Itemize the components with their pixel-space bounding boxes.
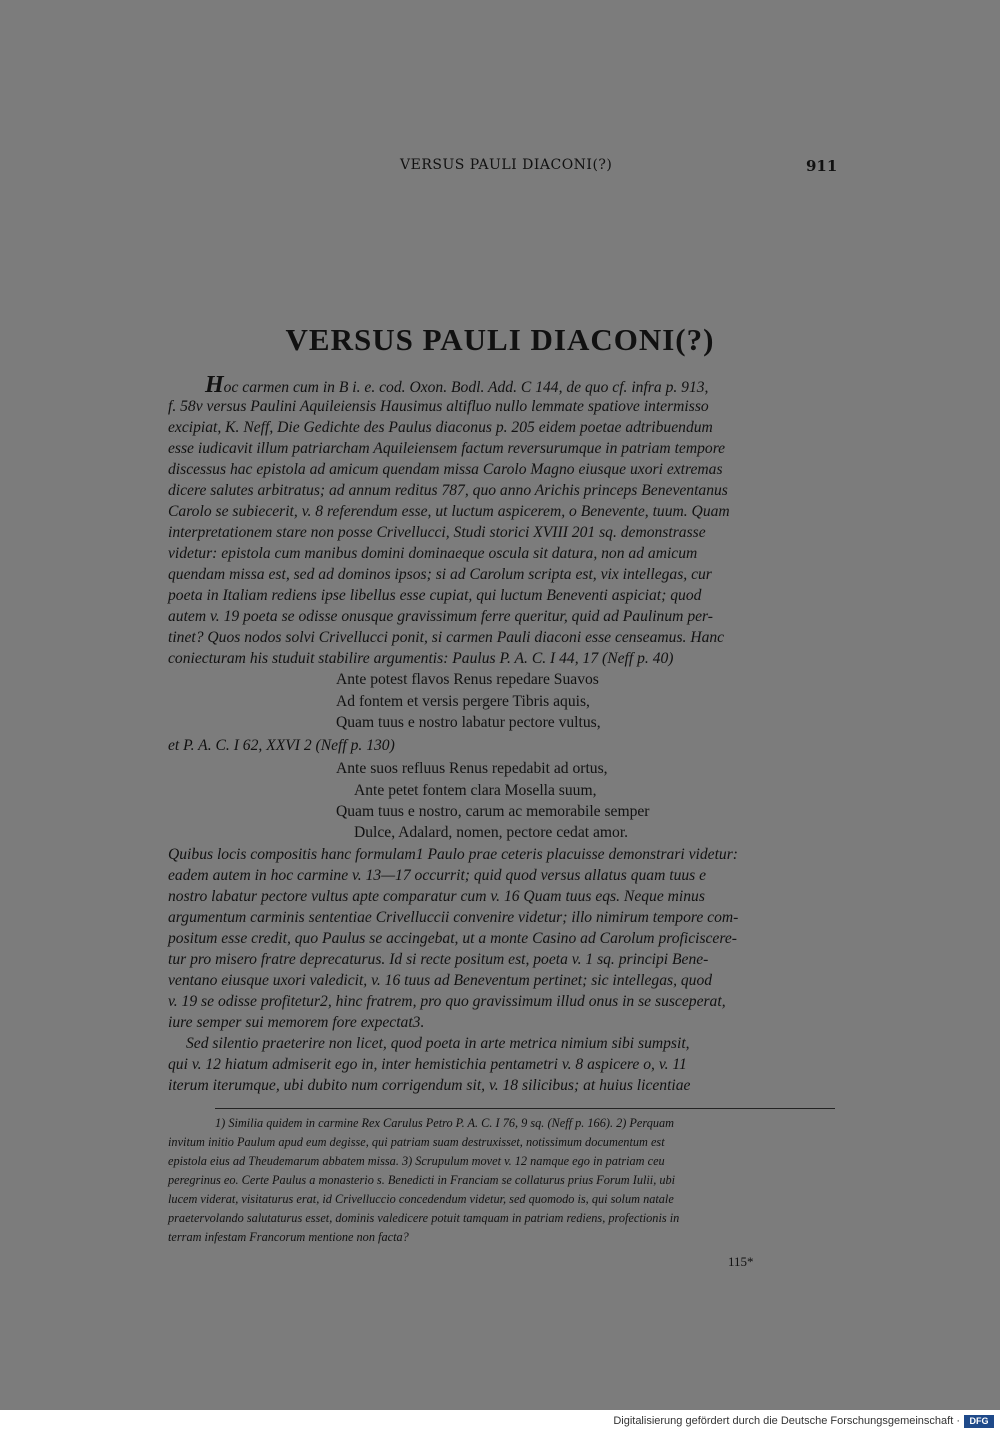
footer-credit: Digitalisierung gefördert durch die Deutsche Forschungsgemeinschaft · [613,1415,960,1427]
verse-line: Ante potest flavos Renus repedare Suavos [336,671,599,688]
intro-line: coniecturam his studuit stabilire argumentis: Paulus P. A. C. I 44, 17 (Neff p. 40) [168,650,674,667]
body-line: tur pro misero fratre deprecaturus. Id si recte positum est, poeta v. 1 sq. principi Bene- [168,951,709,968]
body-line: positum esse credit, quo Paulus se accingebat, ut a monte Casino ad Carolum proficiscere- [168,930,737,947]
footnote-rule [215,1108,835,1109]
body-line: v. 19 se odisse profitetur2, hinc fratrem, pro quo gravissimum illud onus in se susceperat, [168,993,726,1010]
footnote-line: invitum initio Paulum apud eum degisse, qui patriam suam destruxisset, notissimum documentum est [168,1135,665,1149]
intro-line: tinet? Quos nodos solvi Crivellucci ponit, si carmen Pauli diaconi esse censeamus. Hanc [168,629,725,646]
running-head [0,157,1000,179]
body-line: iterum iterumque, ubi dubito num corrigendum sit, v. 18 silicibus; at huius licentiae [168,1077,691,1094]
intro-line: excipiat, K. Neff, Die Gedichte des Paulus diaconus p. 205 eidem poetae adtribuendum [168,419,713,436]
body-line: eadem autem in hoc carmine v. 13—17 occurrit; quid quod versus allatus quam tuus e [168,867,707,884]
page-number: 911 [806,157,838,175]
intro-line: videtur: epistola cum manibus domini dominaeque oscula sit datura, non ad amicum [168,545,698,562]
body-line: Quibus locis compositis hanc formulam1 Paulo prae ceteris placuisse demonstrari videtur: [168,846,738,863]
footnote-line: epistola eius ad Theudemarum abbatem missa. 3) Scrupulum movet v. 12 namque ego in patriam ceu [168,1154,665,1168]
intro-line: Carolo se subiecerit, v. 8 referendum esse, ut luctum aspicerem, o Benevente, tuum. Quam [168,503,730,520]
body-line: Sed silentio praeterire non licet, quod poeta in arte metrica nimium sibi sumpsit, [186,1035,690,1052]
intro-line: autem v. 19 poeta se odisse onusque gravissimum ferre queritur, quid ad Paulinum per- [168,608,713,625]
intro-line: poeta in Italiam rediens ipse libellus esse cupiat, qui luctum Beneventi aspiciat; quod [168,587,702,604]
footnote-line: 1) Similia quidem in carmine Rex Carulus Petro P. A. C. I 76, 9 sq. (Neff p. 166). 2) Perquam [215,1116,675,1130]
verse-line: Quam tuus e nostro, carum ac memorabile semper [336,803,650,820]
body-line: argumentum carminis sententiae Crivelluccii convenire videtur; illo nimirum tempore com- [168,909,739,926]
intro-line: Hoc carmen cum in B i. e. cod. Oxon. Bodl. Add. C 144, de quo cf. infra p. 913, [205,372,709,398]
intro-line: interpretationem stare non posse Crivellucci, Studi storici XVIII 201 sq. demonstrasse [168,524,706,541]
drop-cap: H [205,372,224,398]
verse-line: Dulce, Adalard, nomen, pectore cedat amor. [354,824,629,841]
body-line: ventano eiusque uxori valedicit, v. 16 tuus ad Beneventum pertinet; sic intellegas, quod [168,972,713,989]
verse-line: Ante suos refluus Renus repedabit ad ortus, [336,760,608,777]
page-title: VERSUS PAULI DIACONI(?) [285,322,715,357]
intro-line: discessus hac epistola ad amicum quendam missa Carolo Magno eiusque uxori extremas [168,461,723,478]
intro-line: f. 58v versus Paulini Aquileiensis Hausimus altifluo nullo lemmate spatiove intermisso [168,398,709,415]
intro-line: quendam missa est, sed ad dominos ipsos; si ad Carolum scripta est, vix intellegas, cur [168,566,712,583]
body-line: qui v. 12 hiatum admiserit ego in, inter hemistichia pentametri v. 8 aspicere o, v. 11 [168,1056,687,1073]
intro-line: esse iudicavit illum patriarcham Aquileiensem factum reversurumque in patriam tempore [168,440,726,457]
footnote-line: lucem viderat, visitaturus erat, id Crivelluccio concedendum videtur, sed quomodo is, qui solum natale [168,1192,674,1206]
body-line: nostro labatur pectore vultus apte comparatur cum v. 16 Quam tuus eqs. Neque minus [168,888,705,905]
verse-line: Ad fontem et versis pergere Tibris aquis, [336,693,590,710]
dfg-logo-icon: DFG [964,1415,994,1428]
verse-line: Ante petet fontem clara Mosella suum, [354,782,597,799]
running-title: VERSUS PAULI DIACONI(?) [400,157,613,173]
reference-line: et P. A. C. I 62, XXVI 2 (Neff p. 130) [168,737,395,754]
footer-bar [0,1410,1000,1434]
body-line: iure semper sui memorem fore expectat3. [168,1014,425,1031]
intro-line: dicere salutes arbitratus; ad annum reditus 787, quo anno Arichis princeps Beneventanus [168,482,728,499]
footnote-line: terram infestam Francorum mentione non facta? [168,1230,409,1244]
footnote-line: peregrinus eo. Certe Paulus a monasterio s. Benedicti in Franciam se collaturus prius Forum Iulii, ubi [168,1173,676,1187]
footnote-line: praetervolando salutaturus esset, dominis valedicere potuit tamquam in patriam rediens, profectionis in [168,1211,680,1225]
signature-mark: 115* [728,1254,754,1269]
verse-line: Quam tuus e nostro labatur pectore vultus, [336,714,601,731]
